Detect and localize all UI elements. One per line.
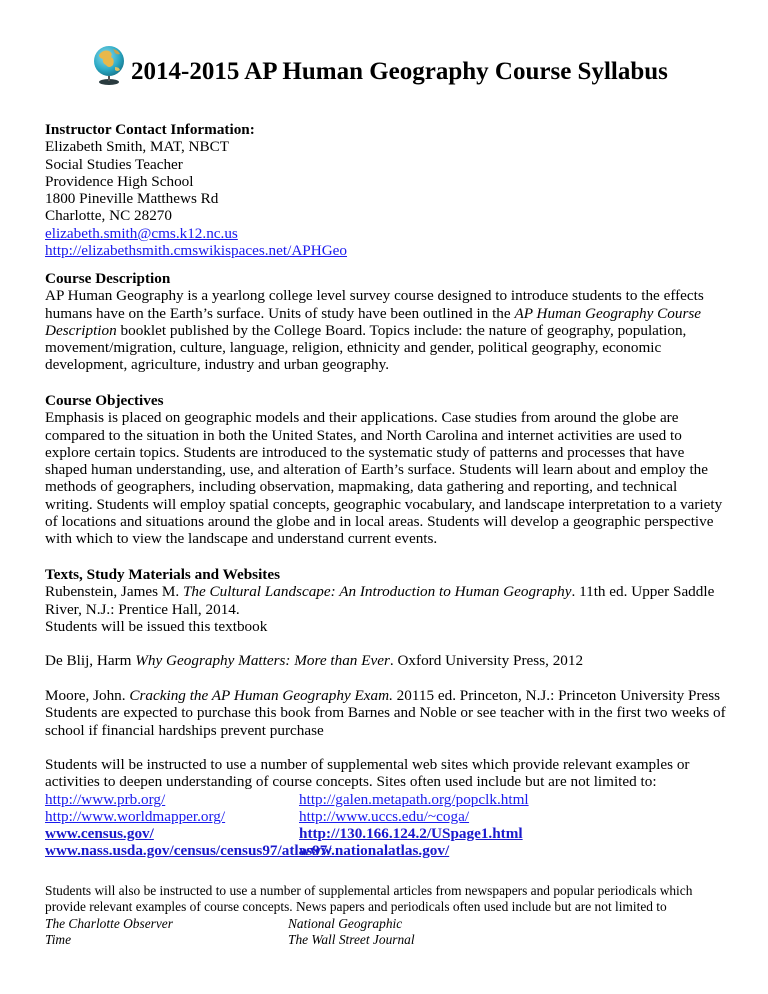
periodicals-section [45,883,735,950]
contact-section [45,121,735,259]
reference-moore [45,687,735,739]
book-title: Cracking the AP Human Geography Exam. [129,687,393,704]
description-text: humans have on the Earth’s surface. Units of study have been outlined in the [45,304,515,322]
websites-section [45,756,735,861]
periodicals-right-column [288,916,415,949]
websites-right-column [299,791,529,860]
reference-note: Students are expected to purchase this book from Barnes and Noble or see teacher with in the first two weeks of [45,704,726,722]
website-link[interactable]: http://elizabethsmith.cmswikispaces.net/APHGeo [45,242,348,260]
periodicals-intro: Students will also be instructed to use a number of supplemental articles from newspapers and popular periodicals which [45,883,693,898]
email-link[interactable]: elizabeth.smith@cms.k12.nc.us [45,224,238,242]
reference-details: River, N.J.: Prentice Hall, 2014. [45,600,240,618]
link-worldmapper[interactable]: http://www.worldmapper.org/ [45,807,226,825]
description-heading: Course Description [45,270,171,287]
description-text: movement/migration, culture, language, religion, ethnicity and gender, political geography, economic [45,339,662,357]
objectives-text: of locations and situations around the globe and in local areas. Students will develop a geographic perspective [45,513,714,531]
contact-address: 1800 Pineville Matthews Rd [45,190,219,208]
objectives-text: writing. Students will employ spatial concepts, geographic vocabulary, and landscape interpretation to a variety [45,495,723,513]
objectives-heading: Course Objectives [45,392,164,409]
globe-icon [93,43,127,87]
link-nationalatlas[interactable]: www.nationalatlas.gov/ [299,842,450,860]
objectives-text: compared to the situation in both the United States, and North Carolina and internet activities are used to [45,426,682,444]
reference-note: school if financial hardships prevent purchase [45,721,324,739]
link-prb[interactable]: http://www.prb.org/ [45,790,166,808]
contact-name: Elizabeth Smith, MAT, NBCT [45,138,230,156]
link-uccs-coga[interactable]: http://www.uccs.edu/~coga/ [299,807,470,825]
book-title: The Cultural Landscape: An Introduction to Human Geography [182,583,572,601]
page-title: 2014-2015 AP Human Geography Course Syllabus [131,58,668,85]
periodical-item: The Charlotte Observer [45,915,173,931]
link-galen-popclk[interactable]: http://galen.metapath.org/popclk.html [299,790,529,808]
contact-school: Providence High School [45,172,194,190]
book-title: Why Geography Matters: More than Ever [135,652,390,669]
description-text [45,305,735,322]
periodical-item: Time [45,931,72,947]
reference-line [45,687,735,704]
course-description-section [45,270,735,374]
description-text: AP Human Geography is a yearlong college level survey course designed to introduce students to the effects [45,287,704,305]
title-row [93,43,743,89]
reference-author: Moore, John. [45,687,130,704]
websites-intro: Students will be instructed to use a number of supplemental web sites which provide relevant examples or [45,756,690,773]
reference-author: De Blij, Harm [45,652,136,669]
reference-line [45,652,735,669]
link-nass-usda[interactable]: www.nass.usda.gov/census/census97/atlas97/ [45,842,332,860]
texts-heading: Texts, Study Materials and Websites [45,566,281,583]
objectives-text: explore certain topics. Students are introduced to the systematic study of patterns and processes that have [45,443,685,461]
websites-intro: activities to deepen understanding of course concepts. Sites often used include but are not limited to: [45,773,657,791]
objectives-text: Emphasis is placed on geographic models and their applications. Case studies from around the globe are [45,409,679,427]
periodical-item: The Wall Street Journal [288,931,415,947]
description-text: booklet published by the College Board. Topics include: the nature of geography, population, [116,321,687,339]
contact-role: Social Studies Teacher [45,155,183,173]
link-uspage1[interactable]: http://130.166.124.2/USpage1.html [299,825,523,843]
course-objectives-section [45,392,735,548]
booklet-title: AP Human Geography Course [514,304,702,322]
contact-city: Charlotte, NC 28270 [45,207,172,225]
objectives-text: shaped human understanding, use, and alteration of Earth’s surface. Students will learn about and employ the [45,461,709,479]
websites-list [45,791,735,861]
reference-note: Students will be issued this textbook [45,617,268,635]
reference-details: . 11th ed. Upper Saddle [571,583,715,601]
periodicals-intro: provide relevant examples of course concepts. News papers and periodicals often used include but are not limited to [45,899,667,915]
description-text [45,322,735,339]
description-text: development, agriculture, industry and urban geography. [45,356,390,374]
reference-rubenstein [45,583,735,600]
periodicals-left-column [45,916,173,949]
reference-details: . Oxford University Press, 2012 [389,652,584,669]
objectives-text: methods of geographers, including observation, mapmaking, data gathering and reporting, and technical [45,478,678,496]
periodicals-list [45,916,735,950]
websites-left-column [45,791,332,860]
reference-details: 20115 ed. Princeton, N.J.: Princeton University Press [392,687,721,704]
texts-section [45,566,735,635]
link-census[interactable]: www.census.gov/ [45,825,154,843]
reference-deblij [45,652,735,669]
reference-author: Rubenstein, James M. [45,583,183,601]
contact-heading: Instructor Contact Information: [45,121,255,138]
objectives-text: with which to view the landscape and understand current events. [45,530,438,548]
booklet-title: Description [45,321,117,339]
periodical-item: National Geographic [288,915,403,931]
